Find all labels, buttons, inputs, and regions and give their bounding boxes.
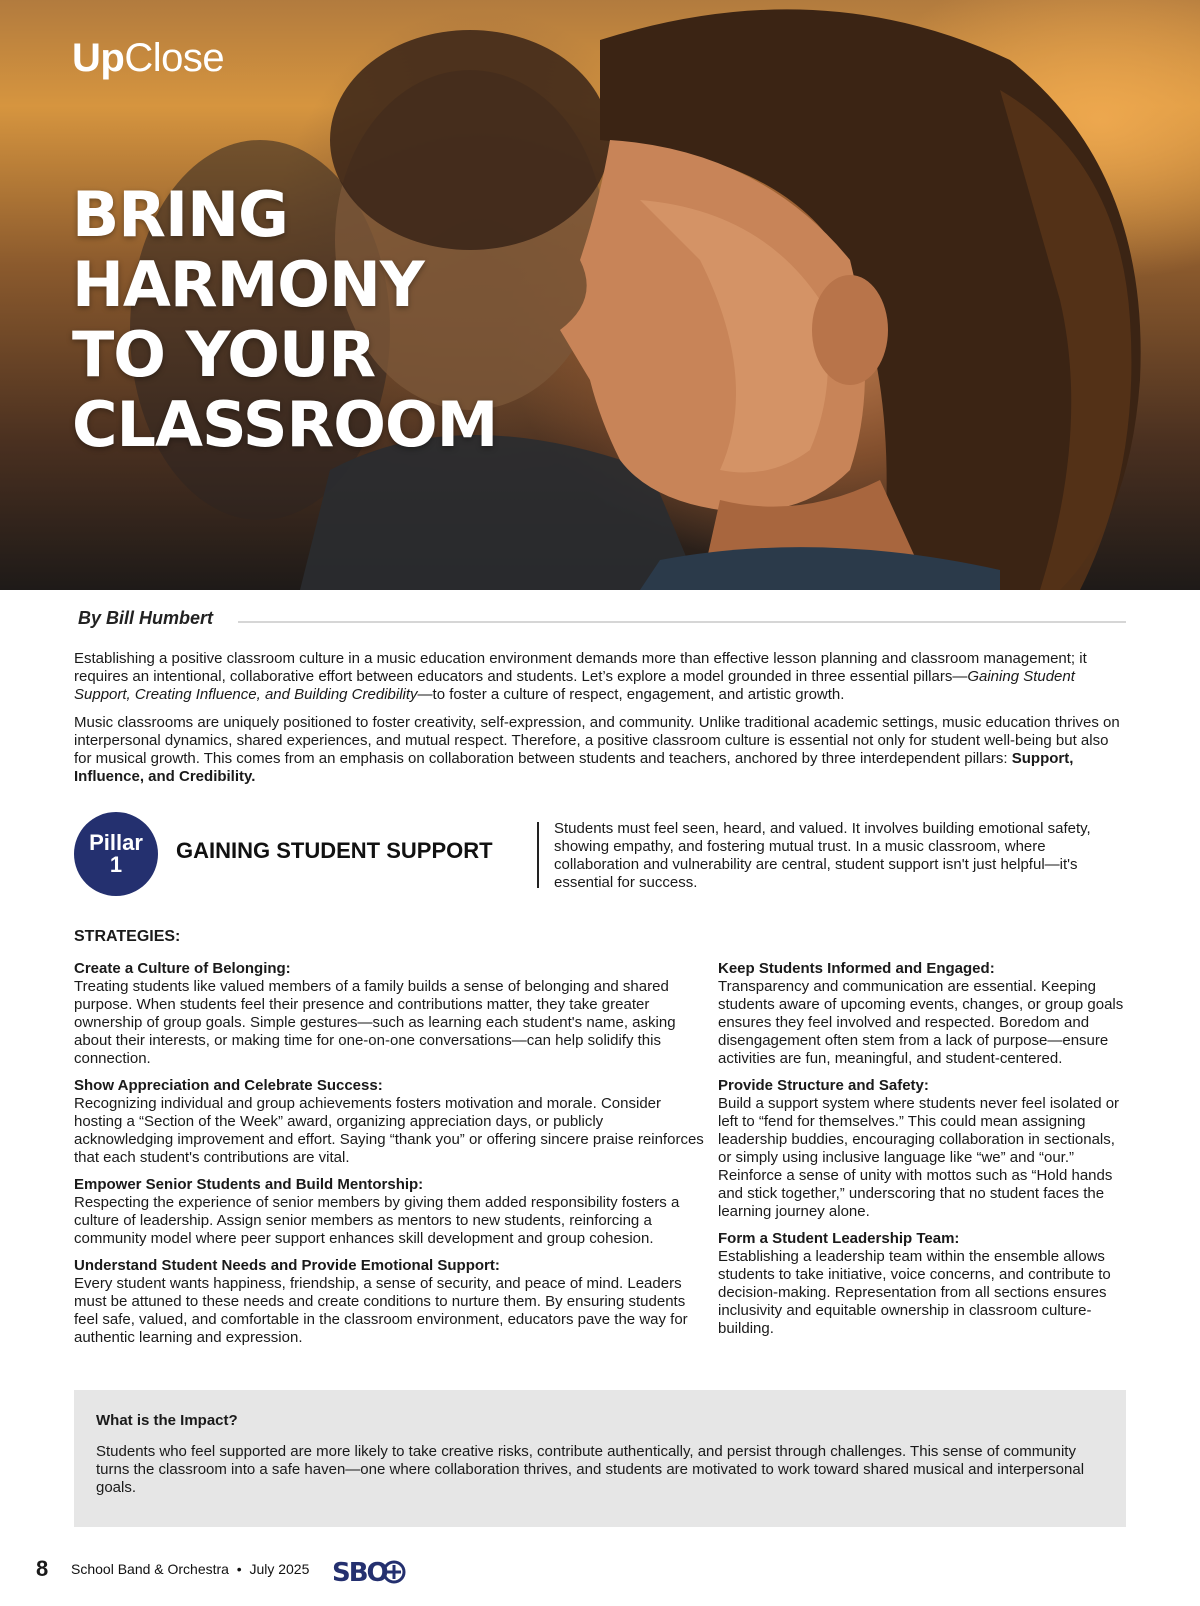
headline-line-3: TO YOUR	[72, 318, 376, 391]
intro-p2-start: Music classrooms are uniquely positioned to foster creativity, self-expression, and community. Unlike traditional academic settings, music education thrives on interpersonal dynamics, shared experiences, and mutual respect. Therefore, a positive classroom culture is essential not only for student well-being but also for musical growth. This comes from an emphasis on collaboration between students and teachers, anchored by three interdependent pillars:	[74, 714, 1120, 767]
strategy-title: Create a Culture of Belonging:	[74, 960, 291, 977]
hero-photo	[0, 0, 1200, 590]
pillar-badge-number: 1	[109, 852, 123, 877]
impact-body: Students who feel supported are more likely to take creative risks, contribute authentically, and persist through challenges. This sense of community turns the classroom into a safe haven—one where collaboration thrives, and students are motivated to work toward shared musical and interpersonal goals.	[96, 1443, 1085, 1496]
strategy-body: Build a support system where students never feel isolated or left to “fend for themselves.” This could mean assigning leadership buddies, encouraging collaboration in sectionals, or simply using inclusive language like “we” and “our.” Reinforce a sense of unity with mottos such as “Hold hands and stick together,” underscoring that no student faces the learning journey alone.	[718, 1095, 1120, 1220]
impact-box	[74, 1390, 1126, 1527]
strategy-mentorship	[74, 1176, 704, 1248]
strategies-heading: STRATEGIES:	[74, 928, 181, 945]
footer-publication-line	[71, 1561, 309, 1577]
sbo-logo-text: SBO	[332, 1558, 387, 1586]
byline-row	[78, 608, 1126, 634]
strategies-right-column	[718, 960, 1130, 1347]
brand-up: Up	[72, 36, 125, 80]
strategy-title: Show Appreciation and Celebrate Success:	[74, 1077, 383, 1094]
brand-close: Close	[124, 36, 225, 80]
intro-p1-start: Establishing a positive classroom culture in a music education environment demands more than effective lesson planning and classroom management; it requires an intentional, collaborative effort between educators and students. Let’s explore a model grounded in three essential pillars—	[74, 650, 1087, 685]
strategy-body: Recognizing individual and group achievements fosters motivation and morale. Consider hosting a “Section of the Week” award, organizing appreciation days, or publicly acknowledging improvement and effort. Saying “thank you” or offering sincere praise reinforces that each student's contributions are vital.	[74, 1095, 704, 1166]
strategies-left-column	[74, 960, 704, 1356]
page-footer	[36, 1556, 536, 1586]
sbo-logo	[332, 1556, 412, 1586]
headline-line-4: CLASSROOM	[72, 388, 498, 461]
intro-p1-italic: Gaining Student Support, Creating Influence, and Building Credibility	[74, 668, 1075, 703]
strategy-title: Keep Students Informed and Engaged:	[718, 960, 995, 977]
strategy-appreciation	[74, 1077, 704, 1167]
impact-title: What is the Impact?	[96, 1412, 238, 1429]
byline-rule	[238, 621, 1126, 623]
strategy-leadership-team	[718, 1230, 1130, 1338]
strategy-body: Transparency and communication are essential. Keeping students aware of upcoming events, changes, or group goals ensures they feel involved and respected. Boredom and disengagement often stem from a lack of purpose—ensure activities are fun, meaningful, and student-centered.	[718, 978, 1124, 1067]
intro-p2-bold: Support, Influence, and Credibility.	[74, 750, 1074, 785]
headline-line-1: BRING	[72, 178, 288, 251]
intro	[74, 650, 1130, 796]
intro-paragraph-2	[74, 714, 1130, 786]
strategy-body: Establishing a leadership team within the ensemble allows students to take initiative, voice concerns, and contribute to decision-making. Representation from all sections ensures inclusivity and equitable ownership in classroom culture-building.	[718, 1248, 1111, 1337]
brand-upclose	[72, 36, 224, 81]
strategy-title: Understand Student Needs and Provide Emotional Support:	[74, 1257, 500, 1274]
strategy-belonging	[74, 960, 704, 1068]
strategy-title: Form a Student Leadership Team:	[718, 1230, 960, 1247]
pillar-badge-word: Pillar	[89, 830, 143, 855]
pillar-divider	[537, 822, 539, 888]
footer-separator: •	[236, 1561, 242, 1577]
intro-p1-end: —to foster a culture of respect, engagement, and artistic growth.	[417, 686, 845, 703]
headline	[72, 180, 632, 460]
intro-paragraph-1	[74, 650, 1130, 704]
strategy-body: Every student wants happiness, friendship, a sense of security, and peace of mind. Leaders must be attuned to these needs and create conditions to nurture them. By ensuring students feel safe, valued, and comfortable in the classroom environment, educators pave the way for authentic learning and expression.	[74, 1275, 688, 1346]
strategy-emotional-support	[74, 1257, 704, 1347]
strategy-informed	[718, 960, 1130, 1068]
strategy-title: Provide Structure and Safety:	[718, 1077, 929, 1094]
pillar-title: GAINING STUDENT SUPPORT	[176, 838, 493, 863]
strategy-title: Empower Senior Students and Build Mentorship:	[74, 1176, 424, 1193]
strategy-body: Respecting the experience of senior members by giving them added responsibility fosters a culture of leadership. Assign senior members as mentors to new students, reinforcing a community model where peer support enhances skill development and group cohesion.	[74, 1194, 680, 1247]
byline: By Bill Humbert	[78, 608, 214, 628]
page-number: 8	[36, 1556, 49, 1581]
pillar-badge	[74, 812, 158, 896]
headline-line-2: HARMONY	[72, 248, 424, 321]
strategy-body: Treating students like valued members of a family builds a sense of belonging and shared purpose. When students feel their presence and contributions matter, they take greater ownership of group goals. Simple gestures—such as learning each student's name, asking about their interests, or making time for one-on-one conversations—can help solidify this connection.	[74, 978, 676, 1067]
pillar-description: Students must feel seen, heard, and valued. It involves building emotional safety, showing empathy, and fostering mutual trust. In a music classroom, where collaboration and vulnerability are central, student support isn't just helpful—it's essential for success.	[554, 820, 1091, 891]
footer-issue: July 2025	[249, 1561, 310, 1577]
footer-publication: School Band & Orchestra	[71, 1561, 229, 1577]
strategy-structure	[718, 1077, 1130, 1221]
